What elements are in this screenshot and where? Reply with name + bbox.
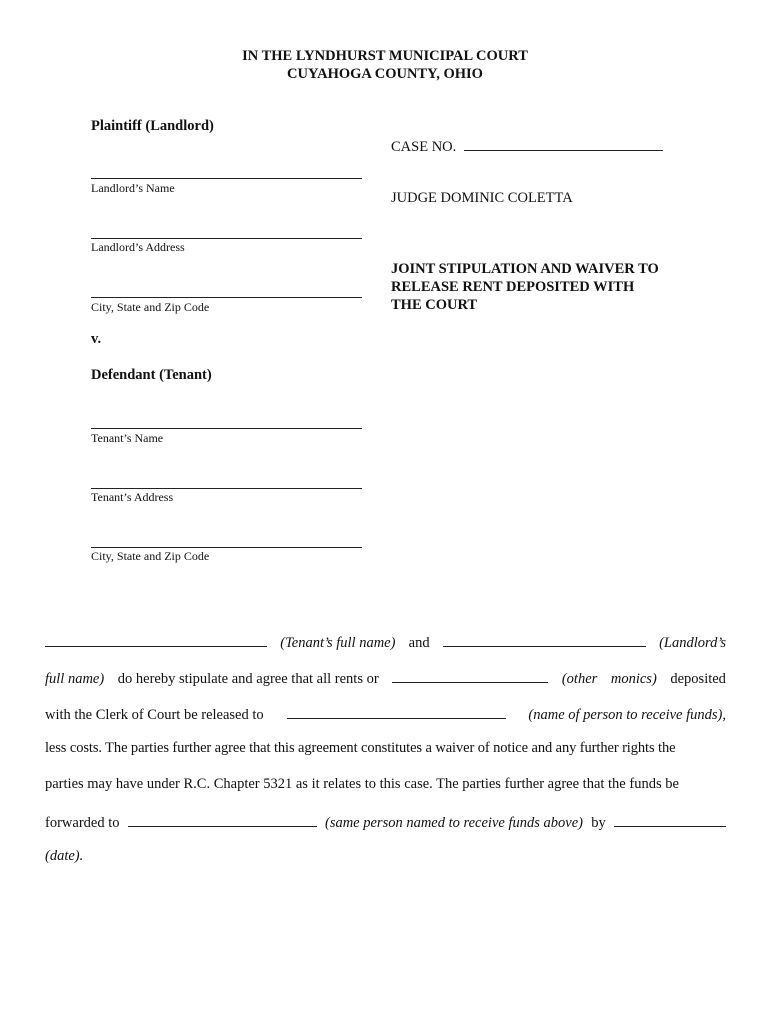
case-no-field[interactable] <box>464 136 663 151</box>
receiver-name-field[interactable] <box>287 704 506 719</box>
judge-name: JUDGE DOMINIC COLETTA <box>391 190 573 206</box>
same-person-hint: (same person named to receive funds above) <box>324 815 583 831</box>
forward-to-field[interactable] <box>128 812 317 827</box>
defendant-heading: Defendant (Tenant) <box>91 367 212 383</box>
county-title: CUYAHOGA COUNTY, OHIO <box>287 66 483 82</box>
landlord-name-line[interactable] <box>91 178 362 179</box>
other-hint: (other <box>561 671 598 687</box>
released-text: with the Clerk of Court be released to <box>45 707 264 723</box>
tenant-full-name-field[interactable] <box>45 632 267 647</box>
by-text: by <box>591 815 606 831</box>
plaintiff-heading: Plaintiff (Landlord) <box>91 118 214 134</box>
deposited-text: deposited <box>670 671 726 687</box>
tenant-city-line[interactable] <box>91 547 362 548</box>
waiver-text: less costs. The parties further agree that this agreement constitutes a waiver of notice and any further rights the <box>45 740 676 756</box>
body-line-3 <box>45 704 726 724</box>
rents-field[interactable] <box>392 668 548 683</box>
body-line-6 <box>45 812 726 832</box>
body-line-5 <box>45 776 726 793</box>
landlord-address-label: Landlord’s Address <box>91 240 185 254</box>
stipulate-text: do hereby stipulate and agree that all rents or <box>117 671 379 687</box>
document-title-line2: RELEASE RENT DEPOSITED WITH <box>391 279 635 295</box>
date-field[interactable] <box>614 812 726 827</box>
tenant-name-label: Tenant’s Name <box>91 431 164 445</box>
landlord-name-label: Landlord’s Name <box>91 181 175 195</box>
document-title-line3: THE COURT <box>391 297 478 313</box>
body-line-1 <box>45 632 726 652</box>
versus-label: v. <box>91 331 102 347</box>
forwarded-text: forwarded to <box>45 815 120 831</box>
rights-text: parties may have under R.C. Chapter 5321 as it relates to this case. The parties further agree that the funds be <box>45 776 679 792</box>
case-number <box>391 136 663 156</box>
and-text: and <box>408 635 430 651</box>
court-title: IN THE LYNDHURST MUNICIPAL COURT <box>242 48 528 64</box>
landlord-full-name-field[interactable] <box>443 632 646 647</box>
document-title-line1: JOINT STIPULATION AND WAIVER TO <box>391 261 659 277</box>
tenant-address-line[interactable] <box>91 488 362 489</box>
full-name-hint: full name) <box>45 671 105 687</box>
body-line-2 <box>45 668 726 688</box>
landlord-full-name-hint: (Landlord’s <box>659 635 726 651</box>
tenant-city-label: City, State and Zip Code <box>91 549 210 563</box>
monics-hint: monics) <box>610 671 657 687</box>
body-line-7 <box>45 848 726 865</box>
tenant-address-label: Tenant’s Address <box>91 490 174 504</box>
landlord-address-line[interactable] <box>91 238 362 239</box>
tenant-full-name-hint: (Tenant’s full name) <box>280 635 396 651</box>
body-line-4 <box>45 740 726 757</box>
landlord-city-label: City, State and Zip Code <box>91 300 210 314</box>
tenant-name-line[interactable] <box>91 428 362 429</box>
landlord-city-line[interactable] <box>91 297 362 298</box>
case-no-label: CASE NO. <box>391 139 457 155</box>
date-hint: (date). <box>45 848 84 864</box>
receiver-hint: (name of person to receive funds), <box>528 707 726 723</box>
